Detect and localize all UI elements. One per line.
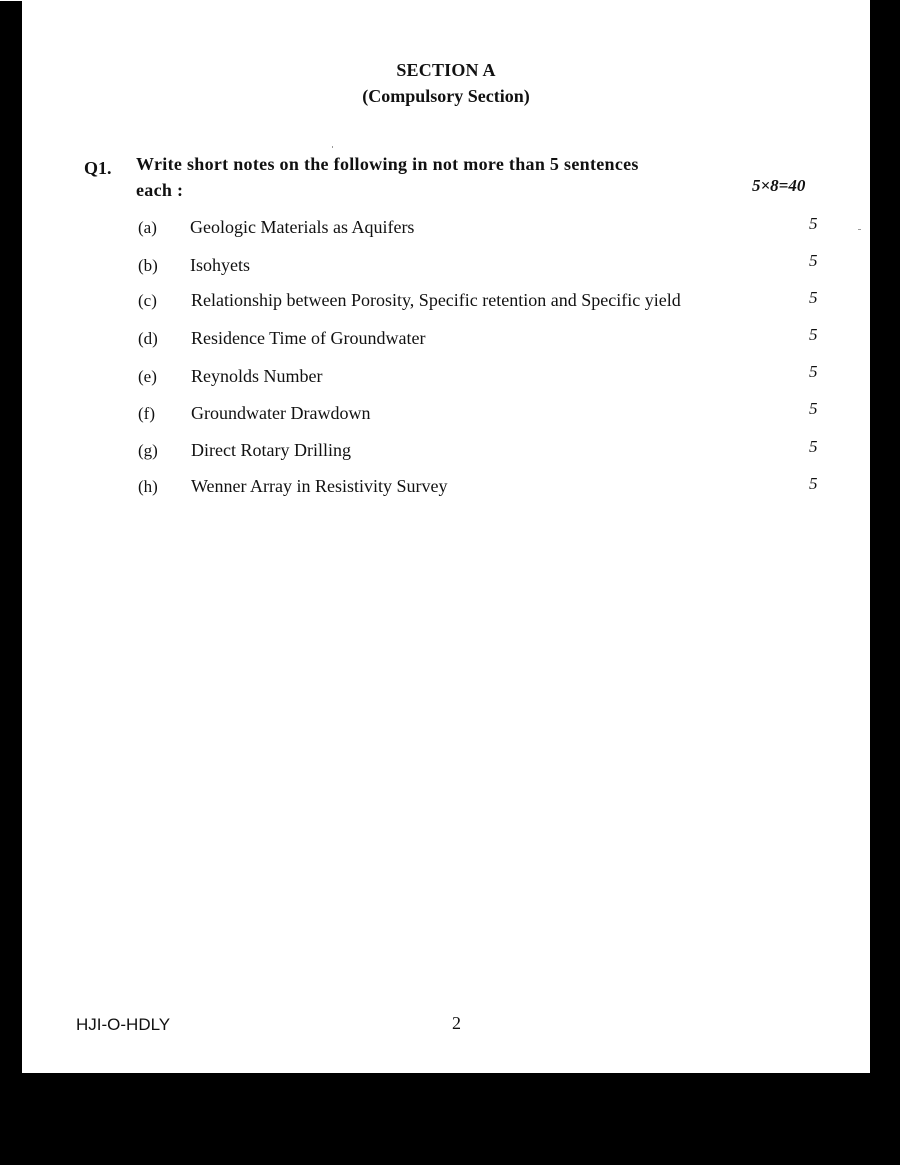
item-text: Isohyets [190,255,250,275]
item-marks: 5 [809,251,818,270]
exam-page [22,0,870,1073]
item-marks: 5 [809,214,818,233]
item-text: Reynolds Number [191,366,323,386]
item-marks: 5 [809,325,818,344]
item-marks: 5 [809,437,818,456]
page-number: 2 [452,1013,461,1033]
item-label: (c) [138,291,157,310]
question-text-line1: Write short notes on the following in not more than 5 sentences [136,154,639,174]
question-total-marks: 5×8=40 [752,176,806,195]
footer-code: HJI-O-HDLY [76,1015,171,1034]
item-label: (h) [138,477,158,496]
item-marks: 5 [809,288,818,307]
scan-speck [858,229,861,230]
question-text-line2: each : [136,180,184,200]
item-marks: 5 [809,362,818,381]
question-number: Q1. [84,158,112,178]
item-label: (a) [138,218,157,237]
item-label: (e) [138,367,157,386]
item-text: Groundwater Drawdown [191,403,371,423]
item-label: (g) [138,441,158,460]
scan-speck [332,146,333,148]
item-marks: 5 [809,399,818,418]
item-text: Relationship between Porosity, Specific retention and Specific yield [191,290,681,310]
item-label: (f) [138,404,155,423]
item-text: Geologic Materials as Aquifers [190,217,415,237]
item-text: Residence Time of Groundwater [191,328,426,348]
item-text: Wenner Array in Resistivity Survey [191,476,448,496]
item-label: (b) [138,256,158,275]
item-text: Direct Rotary Drilling [191,440,351,460]
section-title: SECTION A [396,60,496,80]
section-subtitle: (Compulsory Section) [362,86,530,106]
item-marks: 5 [809,474,818,493]
item-label: (d) [138,329,158,348]
